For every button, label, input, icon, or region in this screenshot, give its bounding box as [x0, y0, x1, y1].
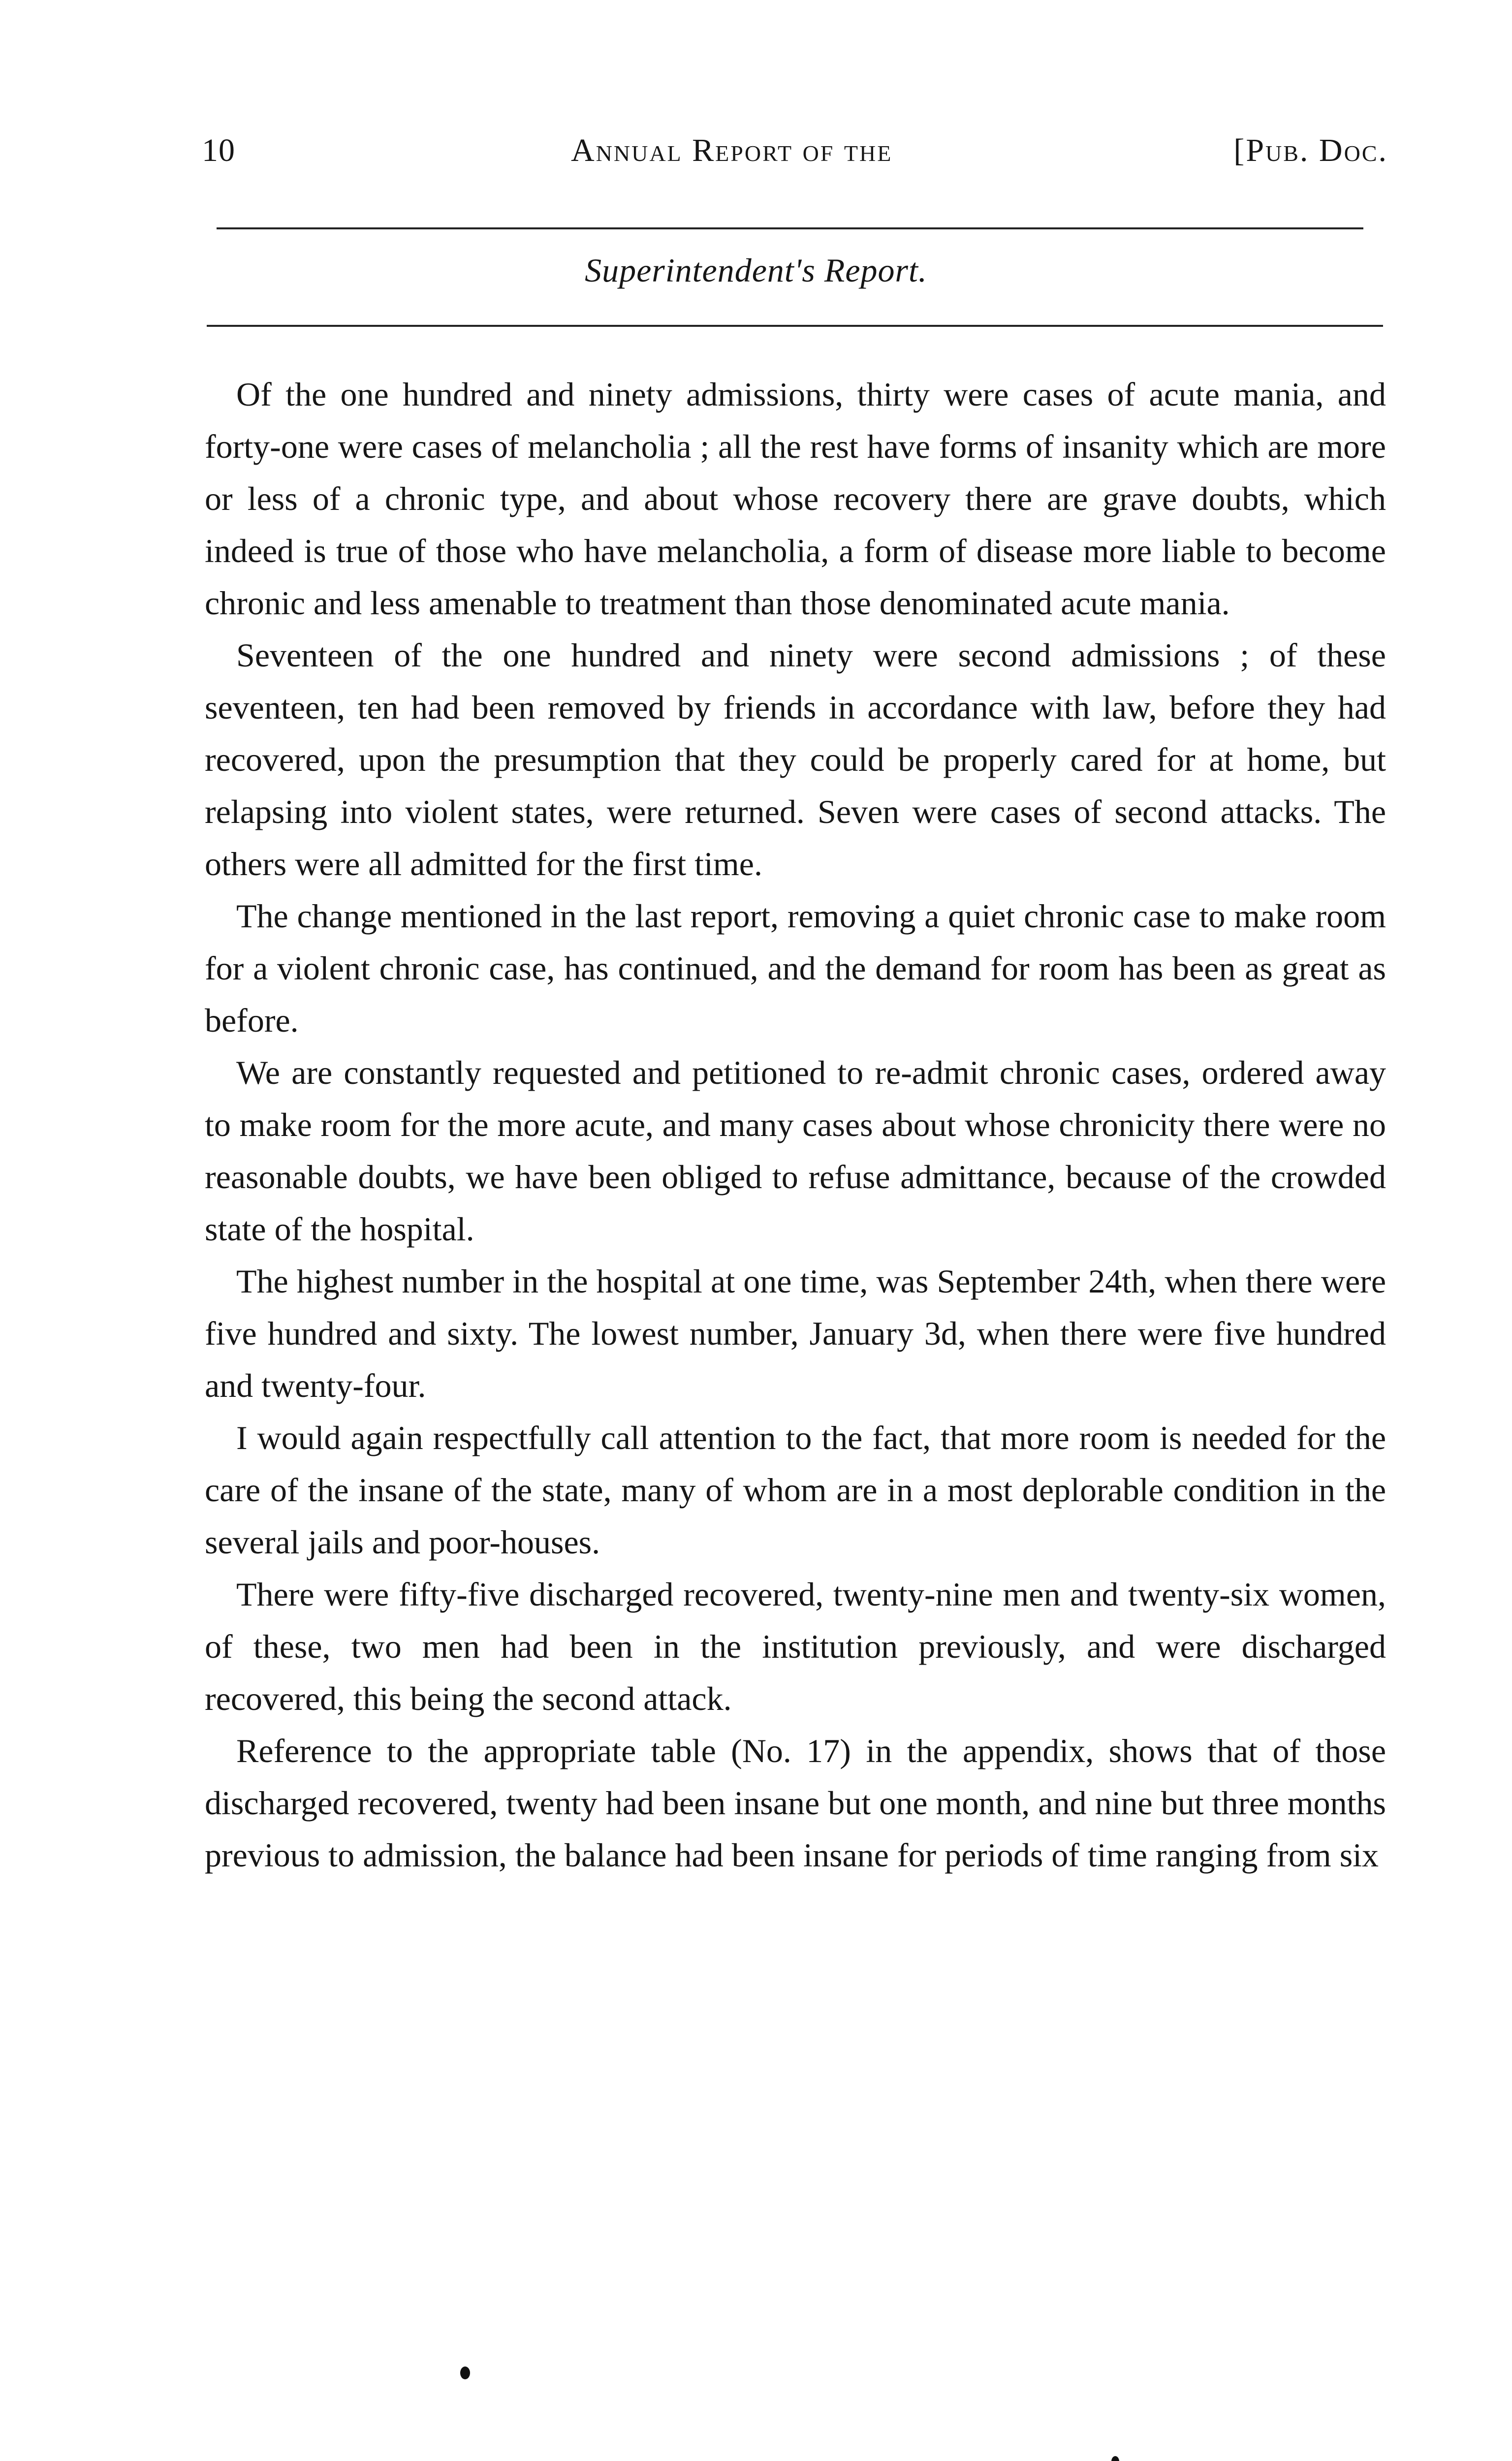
- body-text: [205, 368, 1386, 1881]
- ink-spot: [1111, 2456, 1119, 2461]
- paragraph: The change mentioned in the last report, removing a quiet chronic case to make room for a violent chronic case, has continued, and the demand for room has been as great as before.: [205, 897, 1386, 1039]
- paragraph: I would again respectfully call attention to the fact, that more room is needed for the care of the insane of the state, many of whom are in a most deplorable condition in the several jails and poor-houses.: [205, 1419, 1386, 1561]
- header-rule-bottom: [207, 325, 1383, 327]
- running-title: Annual Report of the: [571, 132, 893, 168]
- paragraph: There were fifty-five discharged recovered, twenty-nine men and twenty-six women, of these, two men had been in the institution previously, and were discharged recovered, this being the second attack.: [205, 1576, 1386, 1717]
- paragraph: The highest number in the hospital at one time, was September 24th, when there were five hundred and sixty. The lowest number, January 3d, when there were five hundred and twenty-four.: [205, 1262, 1386, 1404]
- page-number: 10: [202, 132, 235, 168]
- section-title: Superintendent's Report.: [585, 252, 927, 289]
- paragraph: Reference to the appropriate table (No. 17) in the appendix, shows that of those discharged recovered, twenty had been insane but one month, and nine but three months previous to admission, the balance had been insane for periods of time ranging from six: [205, 1732, 1386, 1874]
- paragraph: We are constantly requested and petitioned to re-admit chronic cases, ordered away to make room for the more acute, and many cases about whose chronicity there were no reasonable doubts, we have been obliged to refuse admittance, because of the crowded state of the hospital.: [205, 1054, 1386, 1248]
- page-header: [202, 132, 1388, 176]
- header-rule-top: [217, 227, 1363, 229]
- paragraph: Seventeen of the one hundred and ninety were second admissions ; of these seventeen, ten had been removed by friends in accordance with law, before they had recovered, upon the presumption that they could be properly cared for at home, but relapsing into violent states, were returned. Seven were cases of second attacks. The others were all admitted for the first time.: [205, 636, 1386, 883]
- document-reference: [Pub. Doc.: [1233, 132, 1388, 168]
- ink-spot: [460, 2366, 470, 2379]
- paragraph: Of the one hundred and ninety admissions, thirty were cases of acute mania, and forty-one were cases of melancholia ; all the rest have forms of insanity which are more or less of a chronic type, and about whose recovery there are grave doubts, which indeed is true of those who have melancholia, a form of disease more liable to become chronic and less amenable to treatment than those denominated acute mania.: [205, 376, 1386, 622]
